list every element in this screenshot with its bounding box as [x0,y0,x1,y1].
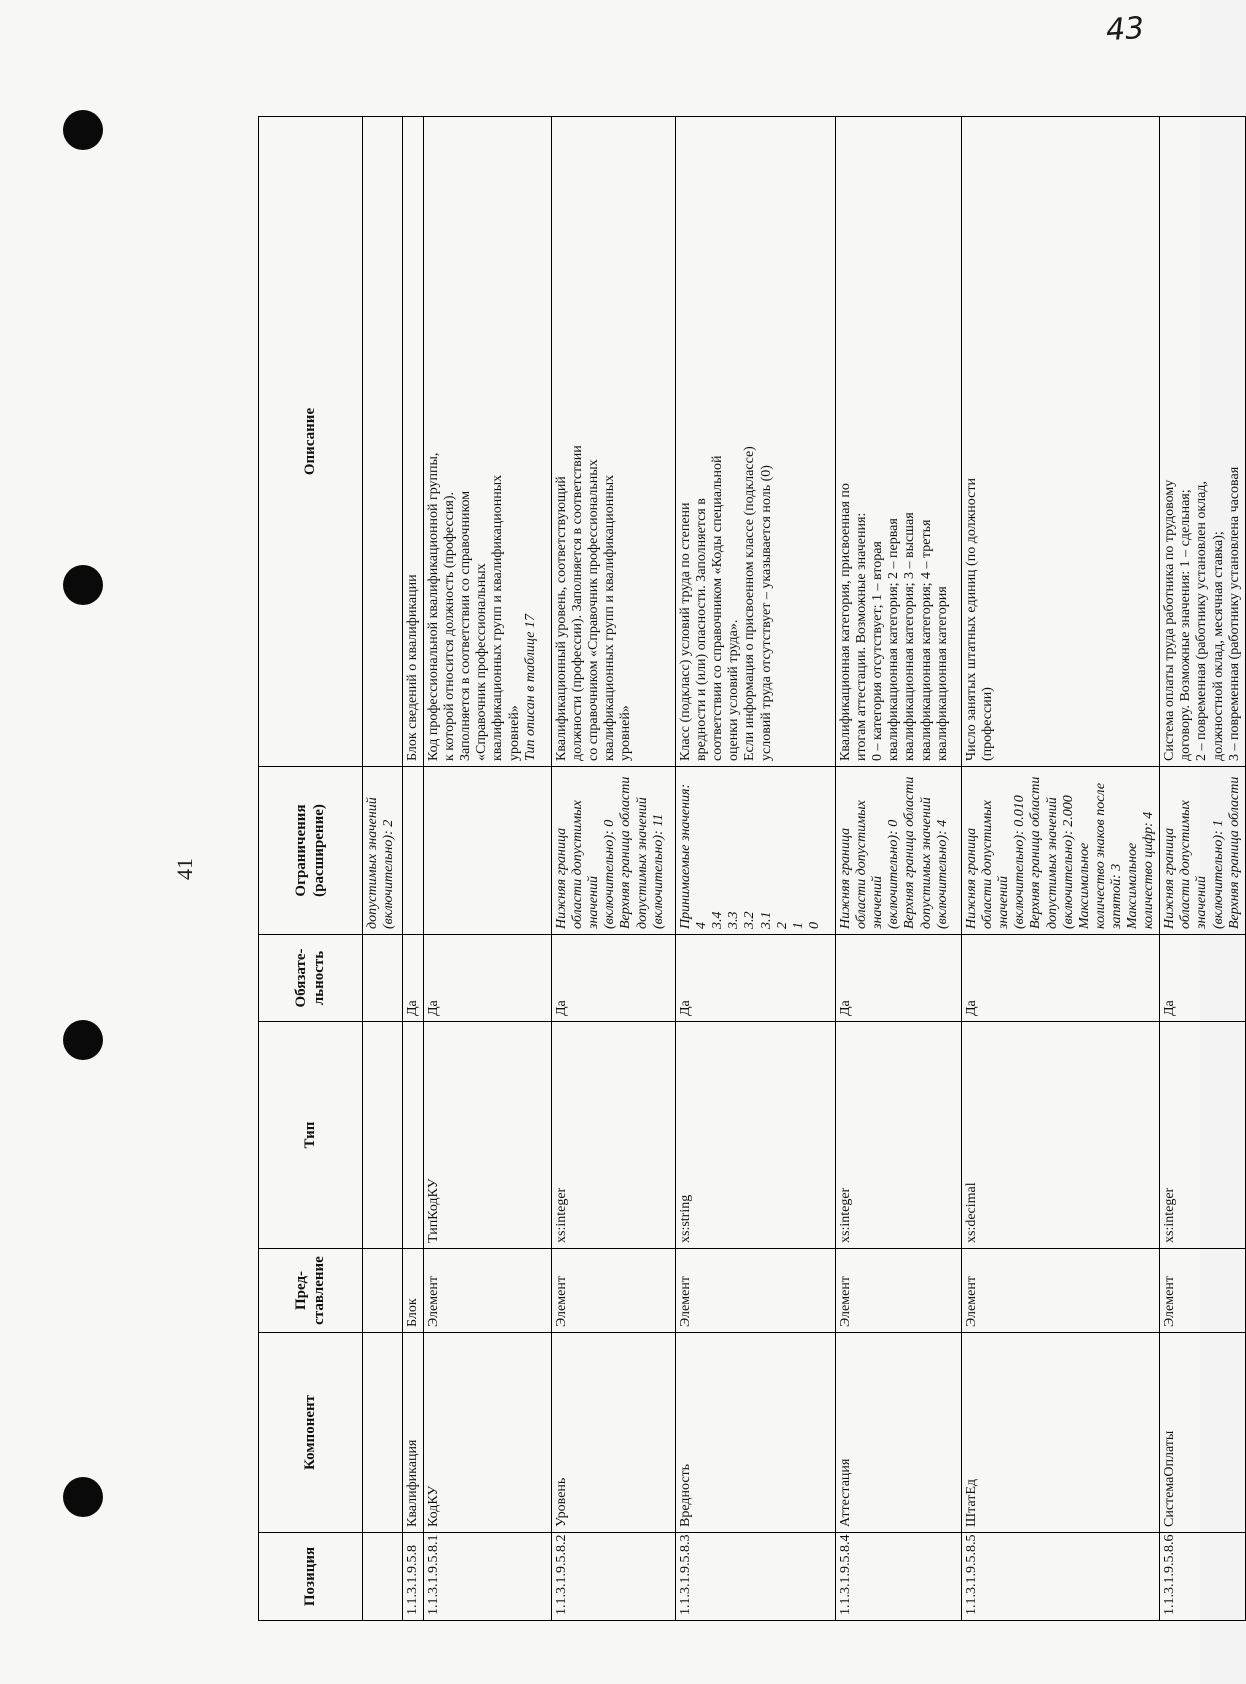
cell-required: Да [403,935,424,1022]
header-representation: Пред- ставление [259,1249,363,1333]
constraint-line: Верхняя граница области [1028,776,1044,929]
specification-table [258,116,1246,1621]
table-row [1160,117,1245,1621]
description-line: квалификационных групп и квалификационных [602,474,618,761]
constraint-line: Принимаемые значения: [678,783,694,929]
cell-description [962,117,1160,767]
constraint-line: 1 [790,922,806,929]
header-type: Тип [259,1022,363,1249]
cell-constraints [363,767,403,935]
constraint-line: Нижняя граница [838,827,854,929]
constraint-line: Максимальное [1076,842,1092,929]
cell-representation: Блок [403,1249,424,1333]
constraint-line: 3.2 [742,911,758,929]
description-line: Система оплаты труда работника по трудовому [1162,479,1178,761]
cell-position: 1.1.3.1.9.5.8.1 [424,1533,552,1621]
constraint-line: области допустимых [854,800,870,929]
constraint-line: значений [996,875,1012,929]
cell-constraints [403,767,424,935]
cell-required: Да [424,935,552,1022]
description-line: Квалификационная категория, присвоенная по [838,483,854,761]
description-line: уровней» [618,705,634,761]
cell-position: 1.1.3.1.9.5.8.3 [676,1533,836,1621]
constraint-line: количество цифр: 4 [1141,811,1157,929]
cell-position: 1.1.3.1.9.5.8.2 [552,1533,676,1621]
description-line: уровней» [506,705,522,761]
table-row [424,117,552,1621]
constraint-line: (включительно): 2.000 [1060,795,1076,929]
description-line: Заполняется в соответствии со справочником [458,490,474,761]
constraint-line: Максимальное [1125,842,1141,929]
constraint-line: Нижняя граница [964,827,980,929]
constraint-line: (включительно): 4 [934,819,950,929]
cell-representation: Элемент [1160,1249,1245,1333]
constraint-line: 4 [694,922,710,929]
handwritten-page-number: 43 [1104,10,1146,49]
cell-description [1160,117,1245,767]
description-line: Класс (подкласс) условий труда по степени [678,502,694,761]
cell-representation: Элемент [676,1249,836,1333]
constraint-line: 3.1 [758,911,774,929]
constraint-line: значений [870,875,886,929]
cell-type: xs:decimal [962,1022,1160,1249]
constraint-line: допустимых значений [365,797,380,929]
constraint-line: области допустимых [570,800,586,929]
cell-representation: Элемент [552,1249,676,1333]
punch-hole-icon [63,1020,103,1060]
constraint-line: (включительно): 11 [650,813,666,929]
description-line: к которой относится должность (профессия). [442,491,458,761]
description-line: квалификационная категория; 2 – первая [886,518,902,761]
description-line: Квалификационный уровень, соответствующий [554,476,570,761]
constraint-line: допустимых значений [634,797,650,929]
cell-component: ШтатЕд [962,1333,1160,1533]
table-row [962,117,1160,1621]
cell-component [363,1333,403,1533]
constraint-line: 0 [806,922,822,929]
header-description: Описание [259,117,363,767]
cell-component: Квалификация [403,1333,424,1533]
rotated-page-content [148,117,1242,1621]
cell-description [836,117,962,767]
description-line: «Справочник профессиональных [474,563,490,761]
description-line: 0 – категория отсутствует; 1 – вторая [870,541,886,761]
cell-required: Да [676,935,836,1022]
description-line: соответствии со справочником «Коды специальной [710,455,726,761]
constraint-line: допустимых значений [918,797,934,929]
constraint-line: 3.3 [726,911,742,929]
table-row [836,117,962,1621]
cell-representation: Элемент [424,1249,552,1333]
cell-required: Да [962,935,1160,1022]
header-component: Компонент [259,1333,363,1533]
cell-type: xs:integer [1160,1022,1245,1249]
cell-description [552,117,676,767]
description-line: Число занятых штатных единиц (по должности [964,478,980,761]
cell-component: Уровень [552,1333,676,1533]
printed-page-number: 41 [172,858,197,880]
cell-constraints [676,767,836,935]
constraint-line: допустимых значений [1044,797,1060,929]
description-line: 3 – повременная (работнику установлена часовая [1226,466,1242,761]
constraint-line: (включительно): 0 [602,819,618,929]
constraint-line: (включительно): 0 [886,819,902,929]
cell-description [424,117,552,767]
constraint-line: (включительно): 2 [381,819,397,929]
description-line: итогам аттестации. Возможные значения: [854,512,870,761]
constraint-line: Верхняя граница области [902,776,918,929]
constraint-line: значений [586,875,602,929]
cell-type: xs:integer [836,1022,962,1249]
cell-constraints [552,767,676,935]
cell-type: ТипКодКУ [424,1022,552,1249]
cell-constraints [424,767,552,935]
header-position: Позиция [259,1533,363,1621]
cell-description [676,117,836,767]
constraint-line: 3.4 [710,911,726,929]
cell-representation: Элемент [836,1249,962,1333]
constraint-line: области допустимых [1178,800,1194,929]
description-line: квалификационных групп и квалификационных [490,474,506,761]
table-row-continuation [363,117,403,1621]
description-line: квалификационная категория; 3 – высшая [902,512,918,761]
description-line: договору. Возможные значения: 1 – сдельная; [1178,489,1194,761]
cell-required: Да [1160,935,1245,1022]
description-line: оценки условий труда». [726,619,742,761]
constraint-line: Нижняя граница [554,827,570,929]
cell-type [363,1022,403,1249]
cell-constraints [1160,767,1245,935]
description-line: 2 – повременная (работнику установлен оклад, [1194,481,1210,761]
description-line: (профессии) [980,687,996,761]
header-required: Обязате- льность [259,935,363,1022]
punch-hole-icon [63,1477,103,1517]
cell-constraints [962,767,1160,935]
description-line: Код профессиональной квалификационной группы, [426,452,442,761]
table-row [552,117,676,1621]
description-line: квалификационная категория; 4 – третья [918,519,934,761]
constraint-line: Нижняя граница [1162,827,1178,929]
cell-description [403,117,424,767]
constraint-line: Верхняя граница области [1226,776,1242,929]
constraint-line: области допустимых [980,800,996,929]
constraint-line: запятой: 3 [1108,863,1124,929]
table-row [676,117,836,1621]
cell-representation: Элемент [962,1249,1160,1333]
constraint-line: значений [1194,875,1210,929]
constraint-line: 2 [774,922,790,929]
cell-position [363,1533,403,1621]
cell-position: 1.1.3.1.9.5.8.4 [836,1533,962,1621]
cell-type: xs:integer [552,1022,676,1249]
cell-constraints [836,767,962,935]
description-line: условий труда отсутствует – указывается ноль (0) [758,465,774,761]
cell-required: Да [836,935,962,1022]
cell-position: 1.1.3.1.9.5.8 [403,1533,424,1621]
cell-component: КодКУ [424,1333,552,1533]
description-line: вредности и (или) опасности. Заполняется в [694,498,710,761]
constraint-line: Верхняя граница области [618,776,634,929]
cell-required: Да [552,935,676,1022]
description-line: квалификационная категория [934,586,950,761]
cell-component: Аттестация [836,1333,962,1533]
cell-representation [363,1249,403,1333]
cell-component: СистемаОплаты [1160,1333,1245,1533]
table-row [403,117,424,1621]
description-note: Тип описан в таблице 17 [522,614,538,761]
cell-type [403,1022,424,1249]
constraint-line: (включительно): 1 [1210,819,1226,929]
punch-hole-icon [63,110,103,150]
description-line: должности (профессии). Заполняется в соответствии [570,445,586,761]
description-line: должностной оклад, месячная ставка); [1210,531,1226,761]
cell-position: 1.1.3.1.9.5.8.6 [1160,1533,1245,1621]
cell-component: Вредность [676,1333,836,1533]
header-constraints: Ограничения (расширение) [259,767,363,935]
description-line: Блок сведений о квалификации [405,574,420,761]
punch-hole-icon [63,565,103,605]
constraint-line: количество знаков после [1092,782,1108,929]
constraint-line: (включительно): 0.010 [1012,795,1028,929]
table-body [363,117,1246,1621]
cell-description [363,117,403,767]
description-line: со справочником «Справочник профессиональных [586,459,602,761]
cell-required [363,935,403,1022]
cell-type: xs:string [676,1022,836,1249]
cell-position: 1.1.3.1.9.5.8.5 [962,1533,1160,1621]
table-header-row [259,117,363,1621]
description-line: Если информация о присвоенном классе (подклассе) [742,446,758,761]
